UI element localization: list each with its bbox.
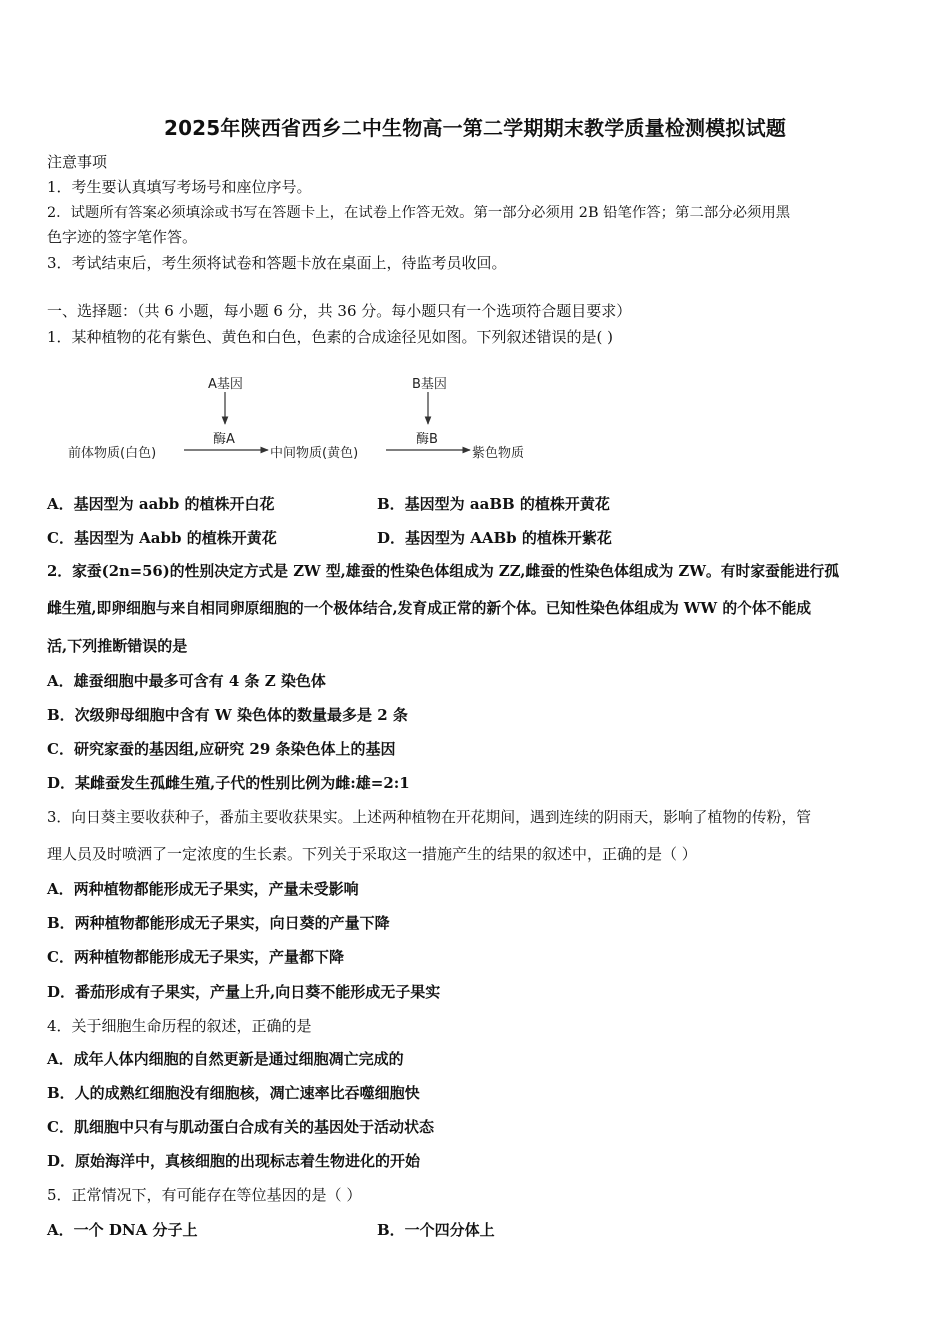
question-1-stem: 1．某种植物的花有紫色、黄色和白色，色素的合成途径见如图。下列叙述错误的是( ) — [47, 328, 614, 346]
gene-a-label: A基因 — [208, 377, 243, 392]
question-3-stem: 理人员及时喷洒了一定浓度的生长素。下列关于采取这一措施产生的结果的叙述中，正确的是（ ） — [47, 845, 697, 863]
q3-option-d[interactable]: D．番茄形成有子果实，产量上升,向日葵不能形成无子果实 — [47, 983, 441, 1001]
purple-product-label: 紫色物质 — [472, 446, 525, 461]
question-3-stem: 3．向日葵主要收获种子，番茄主要收获果实。上述两种植物在开花期间，遇到连续的阴雨天，影响了植物的传粉，管 — [47, 809, 812, 826]
page-title: 2025年陕西省西乡二中生物高一第二学期期末教学质量检测模拟试题 — [163, 116, 787, 140]
enzyme-a-label: 酶A — [213, 432, 235, 447]
q1-option-d[interactable]: D．基因型为 AABb 的植株开紫花 — [377, 529, 612, 547]
gene-b-label: B基因 — [412, 377, 447, 392]
q3-option-c[interactable]: C．两种植物都能形成无子果实，产量都下降 — [47, 948, 344, 966]
q4-option-b[interactable]: B．人的成熟红细胞没有细胞核，凋亡速率比吞噬细胞快 — [47, 1084, 420, 1102]
q2-option-d[interactable]: D．某雌蚕发生孤雌生殖,子代的性别比例为雌:雄=2:1 — [47, 774, 410, 792]
q5-option-b[interactable]: B．一个四分体上 — [377, 1221, 495, 1239]
section-heading: 一、选择题：（共 6 小题，每小题 6 分，共 36 分。每小题只有一个选项符合题目要求） — [47, 302, 632, 320]
notice-item: 色字迹的签字笔作答。 — [47, 228, 198, 246]
question-4-stem: 4．关于细胞生命历程的叙述，正确的是 — [47, 1017, 312, 1035]
q4-option-a[interactable]: A．成年人体内细胞的自然更新是通过细胞凋亡完成的 — [47, 1050, 404, 1068]
notice-heading: 注意事项 — [47, 153, 108, 171]
enzyme-b-label: 酶B — [416, 432, 438, 447]
question-2-stem: 2．家蚕(2n=56)的性别决定方式是 ZW 型,雄蚕的性染色体组成为 ZZ,雌蚕的性染色体组成为 ZW。有时家蚕能进行孤 — [47, 563, 840, 580]
precursor-label: 前体物质(白色) — [68, 446, 157, 461]
question-2-stem: 雌生殖,即卵细胞与来自相同卵原细胞的一个极体结合,发育成正常的新个体。已知性染色体组成为 WW 的个体不能成 — [47, 600, 812, 617]
notice-item: 2．试题所有答案必须填涂或书写在答题卡上，在试卷上作答无效。第一部分必须用 2B 铅笔作答；第二部分必须用黑 — [47, 205, 791, 221]
q1-option-b[interactable]: B．基因型为 aaBB 的植株开黄花 — [377, 495, 610, 513]
q2-option-a[interactable]: A．雄蚕细胞中最多可含有 4 条 Z 染色体 — [47, 672, 326, 690]
q2-option-c[interactable]: C．研究家蚕的基因组,应研究 29 条染色体上的基因 — [47, 740, 396, 758]
notice-item: 3．考试结束后，考生须将试卷和答题卡放在桌面上，待监考员收回。 — [47, 254, 507, 272]
q3-option-a[interactable]: A．两种植物都能形成无子果实，产量未受影响 — [47, 880, 359, 898]
q2-option-b[interactable]: B．次级卵母细胞中含有 W 染色体的数量最多是 2 条 — [47, 706, 408, 724]
question-2-stem: 活,下列推断错误的是 — [47, 637, 188, 655]
question-5-stem: 5．正常情况下，有可能存在等位基因的是（ ） — [47, 1186, 362, 1204]
intermediate-label: 中间物质(黄色) — [270, 446, 359, 461]
q1-option-a[interactable]: A．基因型为 aabb 的植株开白花 — [47, 495, 275, 513]
q4-option-c[interactable]: C．肌细胞中只有与肌动蛋白合成有关的基因处于活动状态 — [47, 1118, 434, 1136]
q1-option-c[interactable]: C．基因型为 Aabb 的植株开黄花 — [47, 529, 277, 547]
q5-option-a[interactable]: A．一个 DNA 分子上 — [47, 1221, 198, 1239]
q4-option-d[interactable]: D．原始海洋中，真核细胞的出现标志着生物进化的开始 — [47, 1152, 421, 1170]
q3-option-b[interactable]: B．两种植物都能形成无子果实，向日葵的产量下降 — [47, 914, 390, 932]
notice-item: 1．考生要认真填写考场号和座位序号。 — [47, 178, 312, 196]
